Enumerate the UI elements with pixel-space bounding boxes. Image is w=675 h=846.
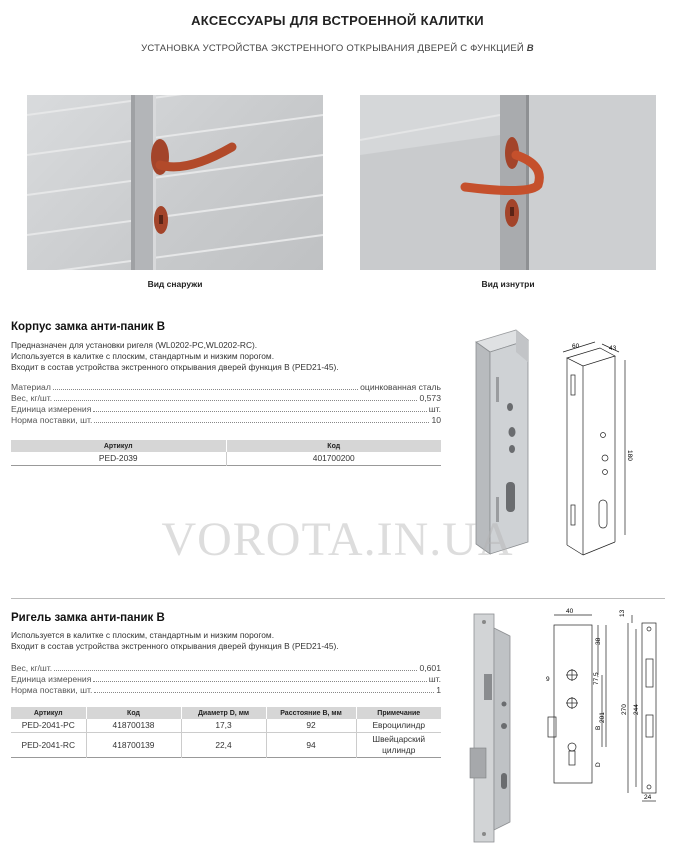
table-header: Код — [226, 440, 441, 452]
spec-row — [11, 663, 441, 674]
spec-value: оцинкованная сталь — [360, 382, 441, 392]
table-header: Артикул — [11, 440, 226, 452]
latch-front-drawing — [618, 605, 668, 805]
page-title: АКСЕССУАРЫ ДЛЯ ВСТРОЕННОЙ КАЛИТКИ — [191, 13, 484, 28]
table-cell: Швейцарский цилиндр — [356, 732, 441, 757]
dim-9: 9 — [546, 676, 550, 683]
table-row — [11, 719, 441, 732]
product2-line: Входит в состав устройства экстренного открывания дверей функция B (PED21-45). — [11, 641, 339, 651]
product2-table — [11, 707, 441, 758]
table-header: Артикул — [11, 707, 86, 719]
spec-row — [11, 393, 441, 404]
table-cell: 92 — [266, 719, 356, 732]
table-cell: 94 — [266, 732, 356, 757]
spec-label: Вес, кг/шт. — [11, 393, 53, 403]
dim-244: 244 — [633, 704, 640, 715]
product1-description — [11, 340, 451, 373]
spec-value: 10 — [431, 415, 441, 425]
table-header: Код — [86, 707, 181, 719]
spec-row — [11, 382, 441, 393]
product1-line: Предназначен для установки ригеля (WL0202-PC,WL0202-RC). — [11, 340, 258, 350]
table-header: Диаметр D, мм — [181, 707, 266, 719]
page-subtitle — [0, 43, 675, 54]
spec-value: 0,601 — [419, 663, 441, 673]
photo-inside-view — [360, 95, 656, 270]
table-header: Расстояние B, мм — [266, 707, 356, 719]
product2-line: Используется в калитке с плоским, стандартным и низким порогом. — [11, 630, 275, 640]
table-cell: Евроцилиндр — [356, 719, 441, 732]
product2-description — [11, 630, 451, 652]
spec-label: Единица измерения — [11, 674, 92, 684]
dim-38: 38 — [595, 637, 602, 645]
spec-label: Норма поставки, шт. — [11, 415, 93, 425]
product1-line: Используется в калитке с плоским, стандартным и низким порогом. — [11, 351, 275, 361]
product1-title: Корпус замка анти-паник B — [11, 321, 166, 333]
table-cell: PED-2039 — [98, 453, 138, 464]
watermark: VOROTA.IN.UA — [161, 513, 514, 566]
spec-row — [11, 404, 441, 415]
spec-label: Норма поставки, шт. — [11, 685, 93, 695]
spec-row — [11, 415, 441, 426]
table-cell: 17,3 — [181, 719, 266, 732]
table-header: Примечание — [356, 707, 441, 719]
product2-title: Ригель замка анти-паник B — [11, 612, 165, 624]
table-row — [11, 732, 441, 757]
door-outside-illustration — [27, 95, 323, 270]
dim-77-5: 77,5 — [593, 672, 600, 685]
dim-B: B — [595, 725, 602, 730]
latch-photo — [464, 608, 526, 844]
spec-label: Единица измерения — [11, 404, 92, 414]
section-divider — [11, 598, 665, 599]
dim-D: D — [595, 762, 602, 767]
table-cell: PED-2041-PC — [21, 720, 75, 731]
table-row — [11, 452, 441, 465]
table-cell: 418700138 — [86, 719, 181, 732]
subtitle-function-letter: B — [526, 43, 534, 54]
spec-label: Вес, кг/шт. — [11, 663, 53, 673]
table-cell: 418700139 — [86, 732, 181, 757]
dim-13: 13 — [619, 609, 626, 617]
dim-24: 24 — [644, 794, 652, 801]
photo-outside-view — [27, 95, 323, 270]
latch-side-drawing — [540, 605, 615, 790]
spec-value: 0,573 — [419, 393, 441, 403]
dim-width: 60 — [572, 343, 580, 350]
dim-270: 270 — [621, 704, 628, 715]
dim-height: 180 — [626, 450, 633, 461]
product2-specs — [11, 663, 441, 696]
product1-table — [11, 440, 441, 466]
subtitle-text: УСТАНОВКА УСТРОЙСТВА ЭКСТРЕННОГО ОТКРЫВАНИЯ ДВЕРЕЙ С ФУНКЦИЕЙ — [141, 43, 524, 54]
spec-value: шт. — [428, 674, 441, 684]
spec-row — [11, 674, 441, 685]
spec-row — [11, 685, 441, 696]
dim-201: 201 — [599, 712, 606, 723]
table-cell: PED-2041-RC — [21, 739, 76, 750]
outside-caption: Вид снаружи — [147, 279, 203, 289]
inside-caption: Вид изнутри — [481, 279, 535, 289]
spec-value: шт. — [428, 404, 441, 414]
spec-value: 1 — [436, 685, 441, 695]
product1-line: Входит в состав устройства экстренного открывания дверей функция B (PED21-45). — [11, 362, 339, 372]
door-inside-illustration — [360, 95, 656, 270]
spec-label: Материал — [11, 382, 51, 392]
dim-depth: 43 — [609, 345, 617, 352]
table-cell: 401700200 — [226, 452, 441, 465]
dim-40: 40 — [566, 608, 574, 615]
table-cell: 22,4 — [181, 732, 266, 757]
product1-specs — [11, 382, 441, 426]
